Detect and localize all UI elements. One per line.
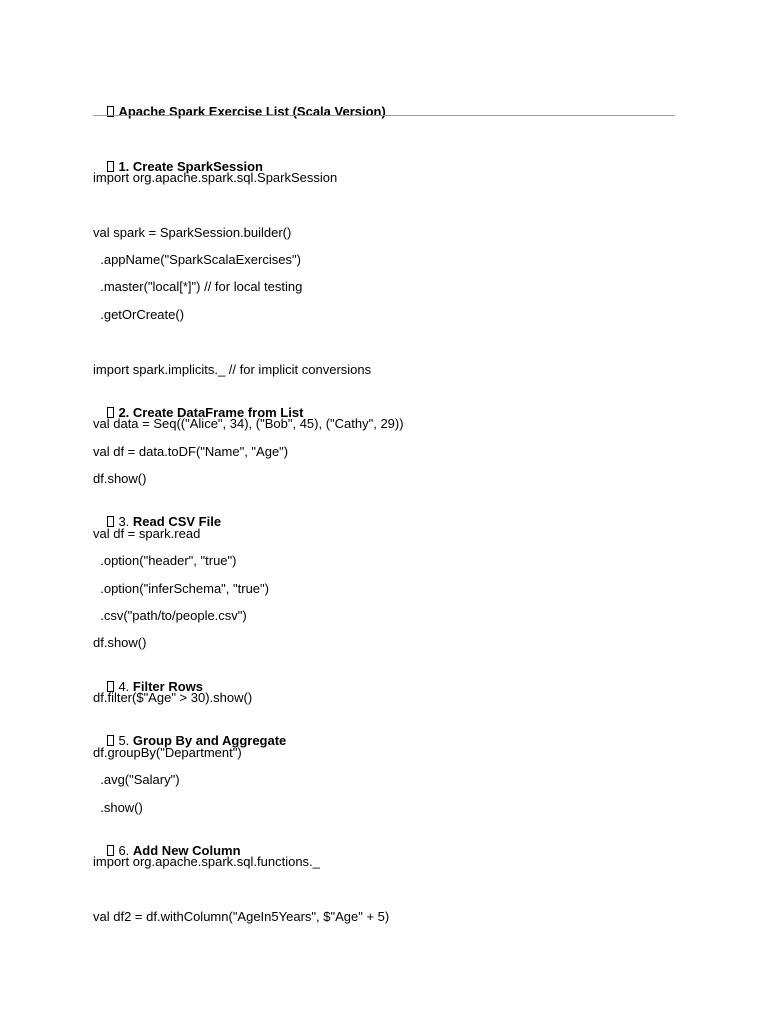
section-title: Create DataFrame from List [132, 405, 304, 420]
code-line: import spark.implicits._ // for implicit conversions [93, 362, 372, 377]
code-line: val df2 = df.withColumn("AgeIn5Years", $"Age" + 5) [93, 909, 390, 924]
section-title: Group By and Aggregate [132, 733, 287, 748]
code-line: .csv("path/to/people.csv") [93, 608, 247, 623]
section-title: Read CSV File [132, 514, 222, 529]
section-number: 1. [118, 159, 130, 174]
document-title: Apache Spark Exercise List (Scala Version) [118, 104, 386, 119]
code-line: val df = spark.read [93, 526, 201, 541]
document-title-line [93, 88, 386, 136]
code-line: df.filter($"Age" > 30).show() [93, 690, 253, 705]
code-line: df.show() [93, 635, 147, 650]
section-number: 2. [118, 405, 130, 420]
section-title: Filter Rows [132, 679, 203, 694]
code-line: .master("local[*]") // for local testing [93, 279, 303, 294]
code-line: val spark = SparkSession.builder() [93, 225, 292, 240]
section-title: Create SparkSession [132, 159, 263, 174]
section-number: 3. [118, 514, 130, 529]
code-line: .appName("SparkScalaExercises") [93, 252, 301, 267]
code-line: .option("header", "true") [93, 553, 237, 568]
code-line: import org.apache.spark.sql.SparkSession [93, 170, 338, 185]
code-line: .avg("Salary") [93, 772, 180, 787]
code-line: val data = Seq(("Alice", 34), ("Bob", 45), ("Cathy", 29)) [93, 416, 404, 431]
section-number: 4. [118, 679, 130, 694]
section-number: 6. [118, 843, 130, 858]
code-line: .option("inferSchema", "true") [93, 581, 269, 596]
code-line: df.groupBy("Department") [93, 745, 242, 760]
horizontal-divider [93, 115, 675, 116]
code-line: df.show() [93, 471, 147, 486]
code-line: val df = data.toDF("Name", "Age") [93, 444, 289, 459]
code-line: .show() [93, 800, 143, 815]
section-title: Add New Column [132, 843, 241, 858]
section-number: 5. [118, 733, 130, 748]
code-line: import org.apache.spark.sql.functions._ [93, 854, 320, 869]
code-line: .getOrCreate() [93, 307, 185, 322]
